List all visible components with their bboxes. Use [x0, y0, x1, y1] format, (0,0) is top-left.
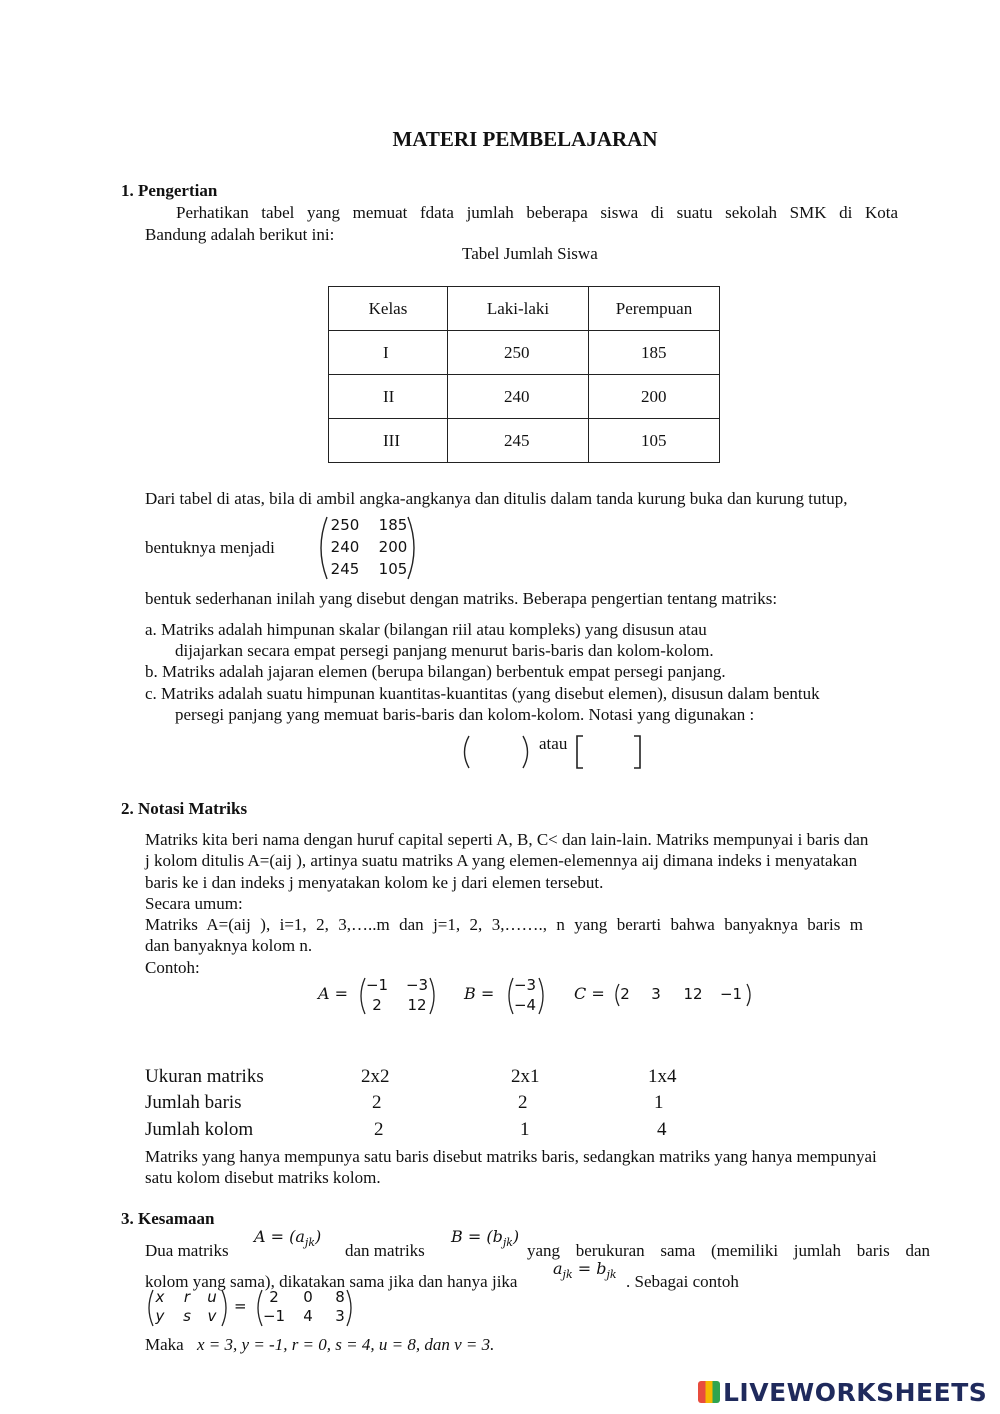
matrix-cell: 245: [330, 560, 360, 578]
table-row: [329, 419, 720, 463]
matrix-cell: 2: [620, 985, 630, 1003]
notasi-p3-line1: Matriks yang hanya mempunya satu baris disebut matriks baris, sedangkan matriks yang hanya mempunyai: [145, 1147, 877, 1166]
matrix-cell: 3: [335, 1307, 345, 1325]
size-row-value: 2x2: [361, 1066, 390, 1087]
cell-kelas: I: [383, 342, 389, 362]
intro-line-2: Bandung adalah berikut ini:: [145, 225, 335, 244]
matrix-cell: 240: [330, 538, 360, 556]
close-paren-icon: [520, 734, 534, 770]
size-row-value: 1x4: [648, 1066, 677, 1087]
list-item-a-line1: a. Matriks adalah himpunan skalar (bilangan riil atau kompleks) yang disusun atau: [145, 620, 707, 639]
matrix-cell: r: [183, 1288, 191, 1306]
cell-perempuan: 185: [641, 342, 667, 362]
size-row-value: 2: [518, 1092, 528, 1113]
matrix-cell: −3: [513, 976, 537, 994]
kesamaan-line2: kolom yang sama), dikatakan sama jika dan hanya jika: [145, 1272, 518, 1291]
size-row-value: 4: [657, 1119, 667, 1140]
notasi-p2-line1: Matriks A=(aij ), i=1, 2, 3,…..m dan j=1, 2, 3,……., n yang berarti bahwa banyaknya baris m: [145, 915, 863, 934]
formula-condition: $a_{jk} = b_{jk}$: [553, 1259, 617, 1282]
liveworksheets-mark-icon: [698, 1381, 720, 1403]
matrix-cell: −4: [513, 996, 537, 1014]
secara-umum: Secara umum:: [145, 894, 243, 913]
size-row-value: 1: [520, 1119, 530, 1140]
notasi-p1-line3: baris ke i dan indeks j menyatakan kolom ke j dari elemen tersebut.: [145, 873, 604, 892]
student-table: [328, 286, 720, 463]
maka-values: x = 3, y = -1, r = 0, s = 4, u = 8, dan v = 3.: [197, 1335, 495, 1354]
matrix-cell: 12: [683, 985, 703, 1003]
matrix-cell: 185: [378, 516, 408, 534]
size-row-label: Jumlah baris: [145, 1092, 242, 1113]
matrix-cell: y: [155, 1307, 165, 1325]
matrix-cell: 105: [378, 560, 408, 578]
notasi-p1-line1: Matriks kita beri nama dengan huruf capital seperti A, B, C< dan lain-lain. Matriks mempunyai i baris dan: [145, 830, 869, 849]
header-laki: Laki-laki: [486, 298, 550, 318]
maka-label: Maka: [145, 1335, 184, 1354]
matrix-cell: −1: [262, 1307, 286, 1325]
right-paren-icon: [220, 1288, 232, 1328]
section-heading-notasi: 2. Notasi Matriks: [121, 799, 248, 818]
table-row: [329, 375, 720, 419]
table-header-row: [329, 287, 720, 331]
table-caption: Tabel Jumlah Siswa: [462, 244, 598, 263]
kesamaan-dua: Dua matriks: [145, 1241, 229, 1260]
close-bracket-icon: [631, 734, 643, 770]
matrix-c-label: C =: [574, 984, 605, 1003]
matrix-cell: s: [183, 1307, 191, 1325]
cell-perempuan: 105: [641, 430, 667, 450]
size-row-value: 2: [372, 1092, 382, 1113]
cell-perempuan: 200: [641, 386, 667, 406]
size-row-label: Jumlah kolom: [145, 1119, 254, 1140]
kesamaan-dan: dan matriks: [345, 1241, 425, 1260]
section-heading-pengertian: 1. Pengertian: [121, 181, 218, 200]
notasi-p1-line2: j kolom ditulis A=(aij ), artinya suatu matriks A yang elemen-elemennya aij dimana indeks i menyatakan: [145, 851, 858, 870]
matrix-cell: −1: [719, 985, 743, 1003]
notation-or: atau: [539, 734, 568, 753]
formula-a-jk: $A = (a_{jk})$: [254, 1227, 322, 1250]
matrix-cell: 2: [269, 1288, 279, 1306]
list-item-c-line2: persegi panjang yang memuat baris-baris dan kolom-kolom. Notasi yang digunakan :: [175, 705, 755, 724]
size-row-value: 2: [374, 1119, 384, 1140]
matrix-cell: u: [207, 1288, 217, 1306]
size-row-value: 1: [654, 1092, 664, 1113]
size-row-value: 2x1: [511, 1066, 540, 1087]
liveworksheets-logo: [698, 1378, 987, 1407]
list-item-a-line2: dijajarkan secara empat persegi panjang menurut baris-baris dan kolom-kolom.: [175, 641, 714, 660]
brand-text: LIVEWORKSHEETS: [723, 1378, 988, 1407]
list-item-b: b. Matriks adalah jajaran elemen (berupa bilangan) berbentuk empat persegi panjang.: [145, 662, 726, 681]
matrix-b-label: B =: [464, 984, 495, 1003]
matrix-cell: 250: [330, 516, 360, 534]
cell-laki: 240: [504, 386, 530, 406]
section-heading-kesamaan: 3. Kesamaan: [121, 1209, 215, 1228]
notasi-p3-line2: satu kolom disebut matriks kolom.: [145, 1168, 381, 1187]
para-after-table: Dari tabel di atas, bila di ambil angka-angkanya dan ditulis dalam tanda kurung buka dan kurung tutup,: [145, 489, 848, 508]
matrix-cell: −1: [365, 976, 389, 994]
matrix-cell: −3: [405, 976, 429, 994]
matrix-cell: 4: [303, 1307, 313, 1325]
kesamaan-line2-end: . Sebagai contoh: [626, 1272, 739, 1291]
cell-laki: 245: [504, 430, 530, 450]
kesamaan-rest1: yang berukuran sama (memiliki jumlah baris dan: [527, 1241, 930, 1260]
header-kelas: Kelas: [368, 298, 408, 318]
table-row: [329, 331, 720, 375]
matrix-cell: 200: [378, 538, 408, 556]
cell-kelas: III: [383, 430, 400, 450]
notasi-p2-line2: dan banyaknya kolom n.: [145, 936, 313, 955]
matrix-cell: 8: [335, 1288, 345, 1306]
list-item-c-line1: c. Matriks adalah suatu himpunan kuantitas-kuantitas (yang disebut elemen), disusun dalam bentuk: [145, 684, 820, 703]
intro-line-1: Perhatikan tabel yang memuat fdata jumlah beberapa siswa di suatu sekolah SMK di Kota: [176, 203, 898, 222]
equals-sign-icon: =: [234, 1297, 247, 1315]
open-bracket-icon: [574, 734, 586, 770]
simple-form-text: bentuk sederhanan inilah yang disebut dengan matriks. Beberapa pengertian tentang matriks:: [145, 589, 778, 608]
matrix-cell: 3: [651, 985, 661, 1003]
matrix-a-label: A =: [318, 984, 349, 1003]
contoh-label: Contoh:: [145, 958, 200, 977]
size-row-label: Ukuran matriks: [145, 1066, 264, 1087]
right-paren-icon: [345, 1288, 357, 1328]
header-perempuan: Perempuan: [615, 298, 693, 318]
page-title: MATERI PEMBELAJARAN: [392, 127, 658, 151]
matrix-cell: 0: [303, 1288, 313, 1306]
right-paren-icon: [745, 982, 755, 1008]
open-paren-icon: [458, 734, 472, 770]
matrix-cell: v: [207, 1307, 217, 1325]
cell-laki: 250: [504, 342, 530, 362]
matrix-cell: 2: [372, 996, 382, 1014]
formula-b-jk: $B = (b_{jk})$: [451, 1227, 520, 1250]
matrix-cell: 12: [407, 996, 427, 1014]
cell-kelas: II: [383, 386, 395, 406]
bentuk-label: bentuknya menjadi: [145, 538, 275, 557]
matrix-cell: x: [155, 1288, 165, 1306]
